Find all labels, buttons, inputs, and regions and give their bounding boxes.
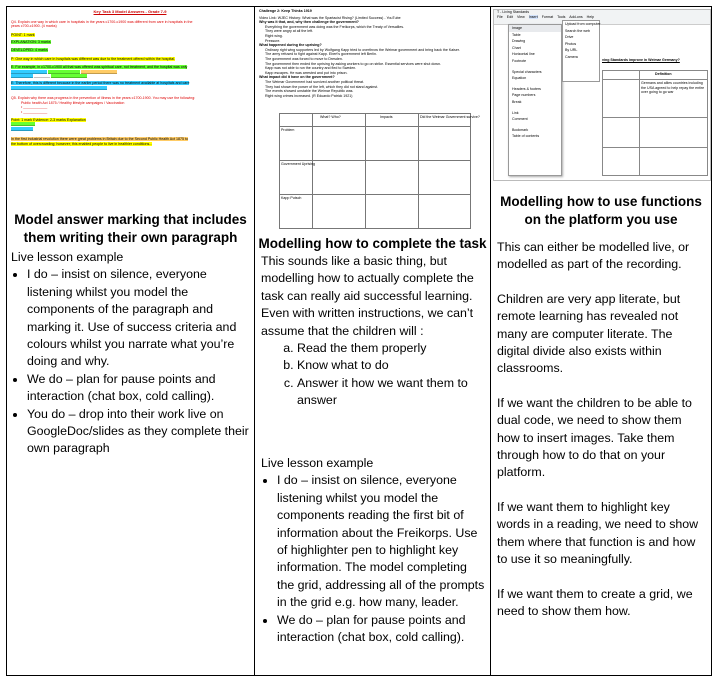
menu-item[interactable]: Equation <box>512 76 527 81</box>
submenu-item[interactable]: Search the web <box>565 28 590 33</box>
menu-item[interactable]: Comment <box>512 117 528 122</box>
thumb-line: E: For example, in c1700-c1900 all that was offered was spiritual care, not treatment, and the hospital was only <box>11 65 188 70</box>
doc-grid <box>602 70 708 176</box>
menu-bar: File Edit View Insert Format Tools Add-ons Help <box>497 15 595 19</box>
grid-row-label: Government Uprising <box>281 162 315 166</box>
thumb-line: They had shown the power of the left, which they did not stand against. <box>265 84 379 89</box>
thumb-line: The government then ended the uprising by asking workers to go on strike. Essential services were shut down. <box>265 61 441 66</box>
bullet-we-do: • We do – plan for pause points and interaction (chat box, cold calling). <box>277 612 486 647</box>
thumb-line: years c700-c1900. (4 marks) <box>11 24 57 29</box>
model-answer-thumbnail: Key Task 3 Model Answers - Grade 7-9 Q4. Explain one way in which care in hospitals in the years c1700-c1900 was different from care in hospitals in the years c700-c1900. (4 marks) POINT: 1 mark EXPLANATION: 3 marks DEVELOPED: 4 marks P: One way in which care in hospitals was different was due to the treatment offered within the hospital. E: For example, in c1700-c1900 all that was offered was spiritual care, not treatment, and the hospital was only __________________ ________________ __________________ ___________ ________ __________________ E: Therefore, this is different because in the earlier period there was no treatment available at hospitals and care ________________________________________________ Q5. Explain why there was progress in the prevention of illness in the years c1700-1900. You may use the following: Public health Act 1875 / Healthy lifestyle campaigns / Vaccination • ____________ • ____________ Point: 1 mark Evidence: 2-3 marks Explanation ____________ ___________ In the first industrial revolution there were great problems in Britain due to the Second Public Health Act 1875 to the bottom of overcrowding; however; this enabled people to live in healthier conditions... <box>11 10 249 208</box>
paragraph: If we want them to create a grid, we need to show them how. <box>497 586 693 618</box>
bullet-i-do: • I do – insist on silence, everyone listening whilst you model the components of the paragraph and marking it. Use of success criteria and colours whilst you narrate what you’re doing and why. <box>27 266 250 370</box>
grid-header: Impacts <box>380 115 393 119</box>
caption-model-answer: Model answer marking that includes them writing their own paragraph <box>14 212 247 245</box>
bullet-you-do: • You do – drop into their work live on GoogleDoc/slides as they complete their own paragraph <box>27 406 250 458</box>
submenu-item[interactable]: Upload from computer <box>565 22 601 26</box>
intro-paragraph: This sounds like a basic thing, but modelling how to actually complete the task can really aid successful learning. Even with written instructions, we can’t assume that the children will : <box>261 254 474 338</box>
thumb-line: POINT: 1 mark <box>11 32 35 37</box>
thumb-line: E: Therefore, this is different because in the earlier period there was no treatment available at hospitals and care <box>11 80 190 85</box>
thumb-line: Right wing crimes increased. (R Eduardo Patrick 1921) <box>265 93 353 98</box>
menu-item[interactable]: Chart <box>512 45 521 50</box>
thumb-title: Challenge 2: Keep Thinks 1919 <box>259 9 312 13</box>
thumb-line: What happened during the uprising? <box>259 43 322 48</box>
menu-item[interactable]: Footnote <box>512 58 527 63</box>
menu-item[interactable]: Break <box>512 99 522 104</box>
thumb-line: Pressure. <box>265 38 281 43</box>
menu-item[interactable]: Drawing <box>512 39 526 44</box>
numbered-list <box>261 340 486 410</box>
thumb-line: In the first industrial revolution there were great problems in Britain due to the Second Public Health Act 1875 to <box>11 137 188 142</box>
submenu-item[interactable]: Photos <box>565 41 577 46</box>
caption-platform-functions: Modelling how to use functions on the platform you use <box>500 194 702 227</box>
list-item: c. Answer it how we want them to answer <box>297 375 486 410</box>
menu-item[interactable]: Table of contents <box>512 134 540 139</box>
list-item: b. Know what to do <box>297 357 486 374</box>
grid-header: Definition <box>655 72 672 76</box>
thumb-title: Key Task 3 Model Answers - Grade 7-9 <box>93 9 167 14</box>
insert-menu[interactable] <box>508 24 562 176</box>
bullet-i-do: • I do – insist on silence, everyone listening whilst you model the components reading the first bit of information about the Freikorps. Use of highlighter pen to highlight key information. The model completing the grid, addressing all of the prompts in the grid e.g. how many, leader. <box>277 472 486 611</box>
paragraph: If we want them to highlight key words in a reading, we need to show them where that function is and how to use it so meaningfully. <box>497 499 699 567</box>
thumb-line: DEVELOPED: 4 marks <box>11 47 48 52</box>
image-submenu[interactable] <box>562 20 600 82</box>
intro-text: Live lesson example <box>11 250 124 264</box>
doc-heading: ving Standards improve in Weimar Germany? <box>602 58 680 62</box>
menu-item[interactable]: Link <box>512 110 519 115</box>
thumb-line: Everything the government was doing was the Freikorps, which the Treaty of Versailles. <box>265 24 405 29</box>
thumb-line: the bottom of overcrowding; however; this enabled people to live in healthier conditions... <box>11 141 153 146</box>
menu-item[interactable]: Horizontal line <box>512 52 535 57</box>
menu-item[interactable]: Image <box>509 25 561 32</box>
thumb-line: The government was forced to move to Dresden. <box>265 56 343 61</box>
bullet-we-do: • We do – plan for pause points and interaction (chat box, cold calling). <box>27 371 250 406</box>
bullet-list <box>11 266 250 457</box>
list-item: a. Read the them properly <box>297 340 486 357</box>
column-platform-functions <box>491 7 711 675</box>
thumb-line: Kapp escapes. He was arrested and put into prison. <box>265 70 348 75</box>
paragraph: Children are very app literate, but remote learning has revealed not many are computer literate. The digital divide also exists within classrooms. <box>497 291 681 376</box>
thumb-line: The Weimar Government had survived another political threat. <box>265 79 365 84</box>
intro-text: Live lesson example <box>261 456 374 470</box>
caption-modelling-task: Modelling how to complete the task <box>258 236 487 251</box>
menu-item[interactable]: Table <box>512 32 521 37</box>
docs-screenshot-thumbnail <box>493 9 711 181</box>
thumb-line: P: One way in which care in hospitals was different was due to the treatment offered within the hospital. <box>11 56 176 61</box>
grid-row-label: Problem <box>281 128 295 132</box>
doc-title: T - Living Standards <box>497 10 530 14</box>
menu-item[interactable]: Headers & footers <box>512 86 541 91</box>
task-thumbnail <box>259 9 485 232</box>
column-modelling-task <box>255 7 491 675</box>
grid-cell: Germans and allies countries including the USA agreed to help repay the entire over going to go war <box>641 81 705 95</box>
paragraph: This can either be modelled live, or modelled as part of the recording. <box>497 240 690 272</box>
menu-item[interactable]: Page numbers <box>512 93 536 98</box>
bullet-list <box>261 472 486 646</box>
thumb-line: Ordinary right wing supporters led by Wolfgang Kapp tried to overthrow the Weimar government and bring back the Kaiser. <box>265 47 460 52</box>
thumb-line: Kapp was not able to run the country and fled to Sweden. <box>265 66 357 71</box>
thumb-line: Q5. Explain why there was progress in the prevention of illness in the years c1700-1900. You may use the following: <box>11 96 196 101</box>
thumb-line: Right wing. <box>265 33 283 38</box>
thumb-line: Why was it that, and, why then challenge the government? <box>259 20 359 25</box>
grid-header: What? Who? <box>320 115 341 119</box>
live-lesson-text <box>261 455 486 646</box>
content-table <box>6 6 712 676</box>
thumb-line: The army refused to fight against Kapp. Ebert's government left Berlin. <box>265 52 377 57</box>
grid-row-label: Kapp Putsch <box>281 196 302 200</box>
thumb-line: The events showed unstable the Weimar Republic was. <box>265 89 354 94</box>
thumb-line: Q4. Explain one way in which care in hospitals in the years c1700-c1900 was different from care in hospitals in the <box>11 19 193 24</box>
column-model-answer <box>7 7 255 675</box>
paragraph: If we want the children to be able to dual code, we need to show them how to insert images. Take them through how to do that on your platform. <box>497 395 692 480</box>
platform-functions-text <box>497 239 705 620</box>
grid-header: Did the Weimar Government survive? <box>420 115 480 119</box>
thumb-line: What impact did it have on the government? <box>259 75 335 80</box>
thumb-line: Public health Act 1875 / Healthy lifestyle campaigns / Vaccination <box>21 100 125 105</box>
thumb-line: They were angry at all the left. <box>265 29 314 34</box>
thumb-grid <box>279 113 480 229</box>
submenu-item[interactable]: Camera <box>565 54 578 59</box>
submenu-item[interactable]: Drive <box>565 35 574 40</box>
thumb-line: EXPLANATION: 3 marks <box>11 40 51 45</box>
menu-item[interactable]: Bookmark <box>512 127 529 132</box>
thumb-line: Video Link: WJEC History: What was the Spartacist Rising? (Limited Success) - YouTube <box>259 15 401 20</box>
modelling-task-text <box>261 253 486 410</box>
docs-toolbar <box>494 10 710 25</box>
thumb-line: Point: 1 mark Evidence: 2-3 marks Explanation <box>11 117 86 122</box>
menu-item[interactable]: Special characters <box>512 69 542 74</box>
model-answer-text <box>11 249 250 458</box>
submenu-item[interactable]: By URL <box>565 48 578 53</box>
